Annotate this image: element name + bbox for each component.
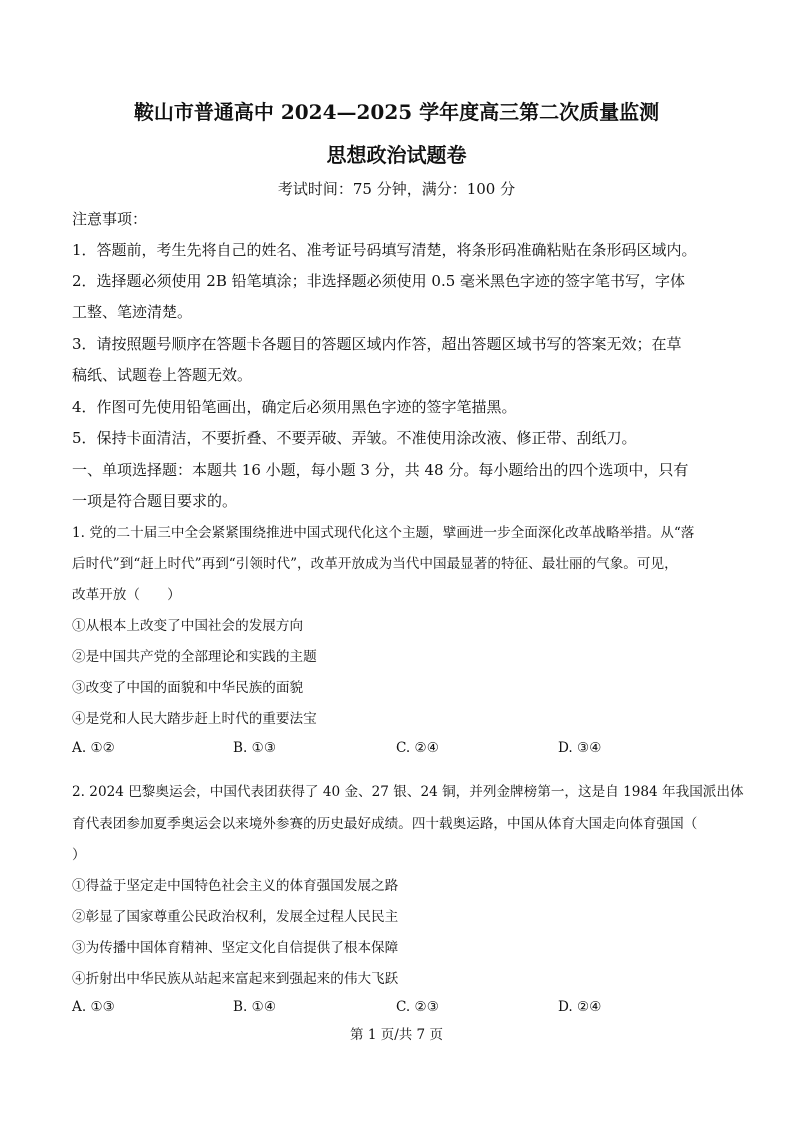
question-2-option-a: A. ①③ (72, 999, 115, 1015)
question-2-option-d: D. ②④ (558, 999, 602, 1015)
exam-title: 鞍山市普通高中 2024—2025 学年度高三第二次质量监测 (133, 100, 660, 124)
notice-item: 4．作图可先使用铅笔画出，确定后必须用黑色字迹的签字笔描黑。 (72, 398, 517, 416)
question-1-statement: ③改变了中国的面貌和中华民族的面貌 (72, 680, 304, 696)
notice-item: 3．请按照题号顺序在答题卡各题目的答题区域内作答，超出答题区域书写的答案无效；在草 (72, 335, 682, 353)
question-2-option-b: B. ①④ (233, 999, 277, 1015)
question-1-stem: 改革开放（ ） (72, 587, 181, 603)
question-1-option-c: C. ②④ (396, 740, 439, 756)
question-1-option-d: D. ③④ (558, 740, 602, 756)
notice-item: 工整、笔迹清楚。 (72, 303, 193, 321)
notice-item: 2．选择题必须使用 2B 铅笔填涂；非选择题必须使用 0.5 毫米黑色字迹的签字笔书写，字体 (72, 272, 686, 290)
question-1-option-b: B. ①③ (233, 740, 277, 756)
question-2-statement: ③为传播中国体育精神、坚定文化自信提供了根本保障 (72, 940, 399, 956)
page-footer: 第 1 页/共 7 页 (350, 1027, 443, 1043)
question-1-stem: 后时代”到“赶上时代”再到“引领时代”，改革开放成为当代中国最显著的特征、最壮丽的气象。可见， (72, 556, 678, 572)
question-1-statement: ④是党和人民大踏步赶上时代的重要法宝 (72, 711, 317, 727)
question-1-statement: ①从根本上改变了中国社会的发展方向 (72, 618, 304, 634)
question-2-stem: ） (72, 847, 86, 863)
question-2-stem: 2. 2024 巴黎奥运会，中国代表团获得了 40 金、27 银、24 铜，并列金牌榜第一，这是自 1984 年我国派出体 (72, 784, 744, 800)
exam-info: 考试时间：75 分钟，满分：100 分 (277, 180, 516, 198)
question-1-stem: 1. 党的二十届三中全会紧紧围绕推进中国式现代化这个主题，擘画进一步全面深化改革战略举措。从“落 (72, 525, 695, 541)
notice-item: 1．答题前，考生先将自己的姓名、准考证号码填写清楚，将条形码准确粘贴在条形码区域内。 (72, 241, 697, 259)
question-2-statement: ②彰显了国家尊重公民政治权利，发展全过程人民民主 (72, 909, 399, 925)
notice-heading: 注意事项： (72, 210, 148, 228)
question-2-statement: ④折射出中华民族从站起来富起来到强起来的伟大飞跃 (72, 971, 399, 987)
notice-item: 稿纸、试题卷上答题无效。 (72, 366, 253, 384)
section-heading: 一、单项选择题：本题共 16 小题，每小题 3 分，共 48 分。每小题给出的四个选项中，只有 (72, 461, 689, 479)
question-1-statement: ②是中国共产党的全部理论和实践的主题 (72, 649, 317, 665)
question-1-option-a: A. ①② (72, 740, 115, 756)
question-2-stem: 育代表团参加夏季奥运会以来境外参赛的历史最好成绩。四十载奥运路，中国从体育大国走向体育强国（ (72, 816, 698, 832)
notice-item: 5．保持卡面清洁，不要折叠、不要弄破、弄皱。不准使用涂改液、修正带、刮纸刀。 (72, 429, 637, 447)
exam-subtitle: 思想政治试题卷 (326, 143, 467, 167)
question-2-statement: ①得益于坚定走中国特色社会主义的体育强国发展之路 (72, 878, 399, 894)
section-heading-cont: 一项是符合题目要求的。 (72, 492, 238, 510)
question-2-option-c: C. ②③ (396, 999, 439, 1015)
